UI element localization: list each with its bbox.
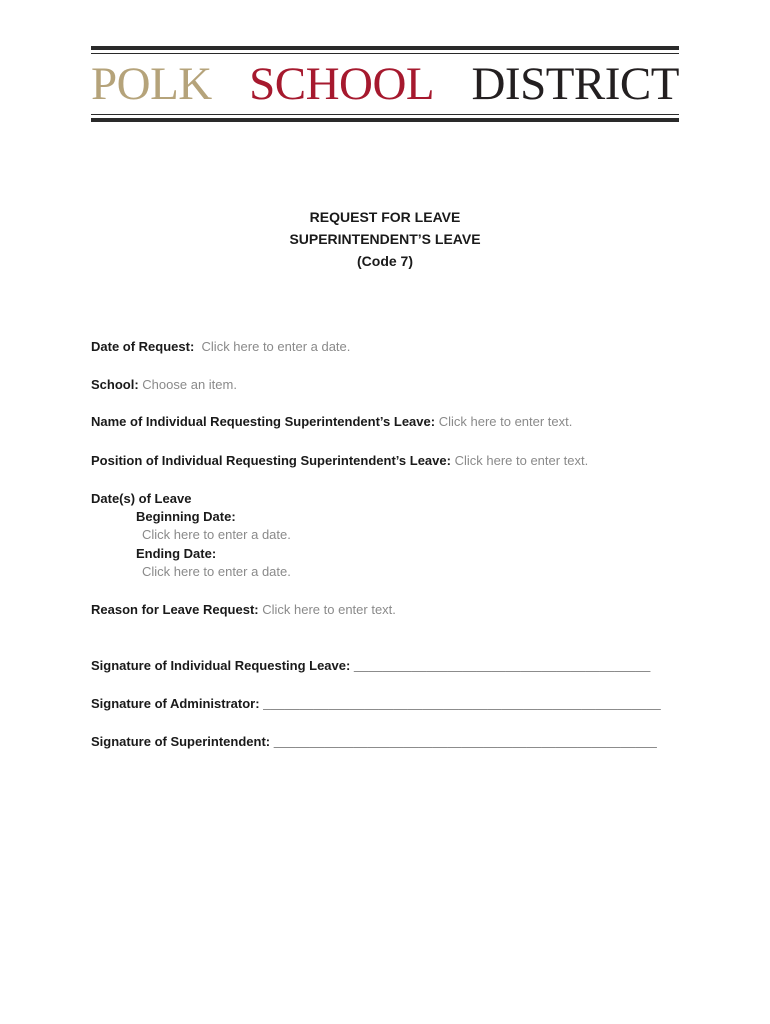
- dates-of-leave-row: [91, 491, 191, 506]
- beginning-date-value-row: [142, 527, 291, 542]
- signature-superintendent-line: Signature of Superintendent: _____________________________________________________: [91, 734, 657, 749]
- logo-word-polk: POLK: [91, 57, 212, 110]
- signature-individual-line: Signature of Individual Requesting Leave: _________________________________________: [91, 658, 651, 673]
- title-line-3: (Code 7): [357, 253, 413, 269]
- form-title: [0, 206, 770, 272]
- dates-of-leave-label: Date(s) of Leave: [91, 491, 192, 506]
- name-label: Name of Individual Requesting Superintendent’s Leave:: [91, 414, 436, 429]
- school-row: [91, 377, 237, 392]
- signature-administrator-line: Signature of Administrator: _______________________________________________________: [91, 696, 661, 711]
- title-line-1: REQUEST FOR LEAVE: [309, 209, 461, 225]
- date-of-request-label: Date of Request:: [91, 339, 195, 354]
- school-label: School:: [91, 377, 139, 392]
- signature-administrator-row: [91, 696, 661, 711]
- letterhead-top-thin-rule: [91, 53, 679, 54]
- logo-word-school: SCHOOL: [249, 57, 435, 110]
- ending-date-label: Ending Date:: [136, 546, 217, 561]
- reason-label: Reason for Leave Request:: [91, 602, 259, 617]
- district-logo: [91, 59, 679, 109]
- name-row: [91, 414, 572, 429]
- position-label: Position of Individual Requesting Superintendent’s Leave:: [91, 453, 451, 468]
- logo-word-district: DISTRICT: [471, 57, 679, 110]
- title-line-2: SUPERINTENDENT’S LEAVE: [289, 231, 481, 247]
- position-field[interactable]: Click here to enter text.: [454, 453, 589, 468]
- letterhead-top-rule: [91, 46, 679, 50]
- reason-row: [91, 602, 396, 617]
- reason-field[interactable]: Click here to enter text.: [262, 602, 396, 617]
- signature-superintendent-row: [91, 734, 657, 749]
- date-of-request-field[interactable]: Click here to enter a date.: [201, 339, 351, 354]
- name-field[interactable]: Click here to enter text.: [438, 414, 573, 429]
- beginning-date-field[interactable]: Click here to enter a date.: [142, 527, 291, 542]
- school-dropdown[interactable]: Choose an item.: [142, 377, 237, 392]
- ending-date-label-row: [136, 546, 216, 561]
- letterhead-bottom-thin-rule: [91, 114, 679, 115]
- ending-date-field[interactable]: Click here to enter a date.: [142, 564, 291, 579]
- position-row: [91, 453, 588, 468]
- letterhead-bottom-rule: [91, 118, 679, 122]
- beginning-date-label-row: [136, 509, 236, 524]
- district-letterhead: [91, 46, 679, 122]
- signature-individual-row: [91, 658, 650, 673]
- ending-date-value-row: [142, 564, 291, 579]
- beginning-date-label: Beginning Date:: [136, 509, 236, 524]
- date-of-request-row: [91, 339, 350, 354]
